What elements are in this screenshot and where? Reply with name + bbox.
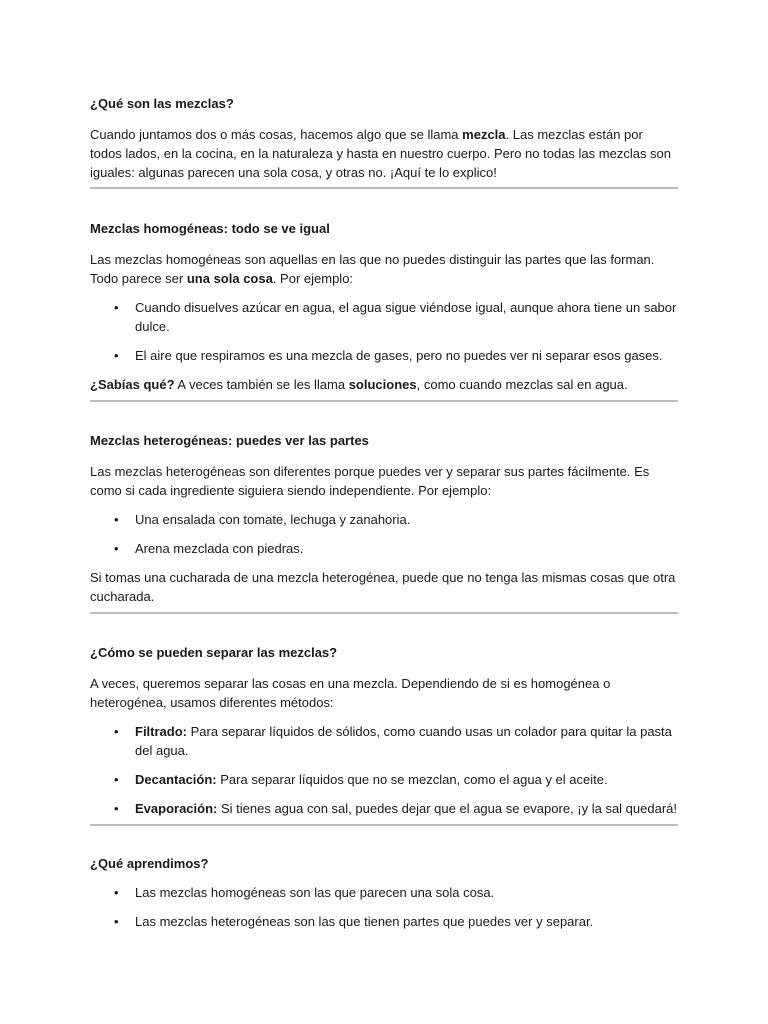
section-como-separar	[90, 643, 678, 818]
section-heading: ¿Cómo se pueden separar las mezclas?	[90, 645, 338, 660]
text-run: Las mezclas homogéneas son aquellas en las que no puedes distinguir las partes que las forman. Todo parece ser	[90, 252, 655, 286]
section-heading: ¿Qué son las mezclas?	[90, 96, 234, 111]
list-item: • Arena mezclada con piedras.	[90, 539, 678, 558]
section-divider	[90, 824, 678, 826]
text-run: , como cuando mezclas sal en agua.	[416, 377, 628, 392]
section-paragraph: Las mezclas heterogéneas son diferentes porque puedes ver y separar sus partes fácilmente. Es como si cada ingrediente siguiera siendo independiente. Por ejemplo:	[90, 464, 650, 498]
method-text: Para separar líquidos que no se mezclan, como el agua y el aceite.	[216, 772, 608, 787]
list-item	[90, 722, 678, 760]
list-item	[90, 799, 678, 818]
section-divider	[90, 187, 678, 189]
section-homogeneas	[90, 219, 678, 394]
bullet-list	[90, 883, 678, 931]
section-paragraph: Si tomas una cucharada de una mezcla heterogénea, puede que no tenga las mismas cosas que otra cucharada.	[90, 570, 676, 604]
bold-term: soluciones	[348, 377, 417, 392]
list-item: • Cuando disuelves azúcar en agua, el agua sigue viéndose igual, aunque ahora tiene un sabor dulce.	[90, 298, 678, 336]
section-divider	[90, 612, 678, 614]
section-note	[90, 375, 678, 394]
section-heading: Mezclas homogéneas: todo se ve igual	[90, 221, 330, 236]
section-paragraph	[90, 125, 678, 182]
bold-term: mezcla	[462, 127, 506, 142]
list-item	[90, 770, 678, 789]
section-divider	[90, 400, 678, 402]
bold-term: ¿Sabías qué?	[90, 377, 175, 392]
method-term: Decantación:	[135, 772, 217, 787]
method-term: Evaporación:	[135, 801, 218, 816]
bold-term: una sola cosa	[186, 271, 273, 286]
text-run: A veces también se les llama	[174, 377, 349, 392]
list-item: • Las mezclas heterogéneas son las que tienen partes que puedes ver y separar.	[90, 912, 678, 931]
section-heterogeneas	[90, 431, 678, 606]
section-paragraph: A veces, queremos separar las cosas en una mezcla. Dependiendo de si es homogénea o heterogénea, usamos diferentes métodos:	[90, 676, 611, 710]
list-item: • Una ensalada con tomate, lechuga y zanahoria.	[90, 510, 678, 529]
bullet-list	[90, 298, 678, 365]
method-term: Filtrado:	[135, 724, 187, 739]
text-run: Cuando juntamos dos o más cosas, hacemos algo que se llama	[90, 127, 463, 142]
method-text: Si tienes agua con sal, puedes dejar que el agua se evapore, ¡y la sal quedará!	[217, 801, 677, 816]
section-que-aprendimos	[90, 854, 678, 931]
text-run: . Las mezclas están por todos lados, en la cocina, en la naturaleza y hasta en nuestro cuerpo. Pero no todas las mezclas son iguales: algunas parecen una sola cosa, y otras no. ¡Aquí te lo explico!	[90, 127, 672, 180]
list-item: • El aire que respiramos es una mezcla de gases, pero no puedes ver ni separar esos gases.	[90, 346, 678, 365]
text-run: . Por ejemplo:	[272, 271, 354, 286]
bullet-list	[90, 510, 678, 558]
methods-list	[90, 722, 678, 818]
method-text: Para separar líquidos de sólidos, como cuando usas un colador para quitar la pasta del agua.	[135, 724, 672, 758]
section-heading: Mezclas heterogéneas: puedes ver las partes	[90, 433, 369, 448]
section-paragraph	[90, 250, 678, 288]
section-heading: ¿Qué aprendimos?	[90, 856, 209, 871]
section-que-son-mezclas	[90, 94, 678, 182]
list-item: • Las mezclas homogéneas son las que parecen una sola cosa.	[90, 883, 678, 902]
